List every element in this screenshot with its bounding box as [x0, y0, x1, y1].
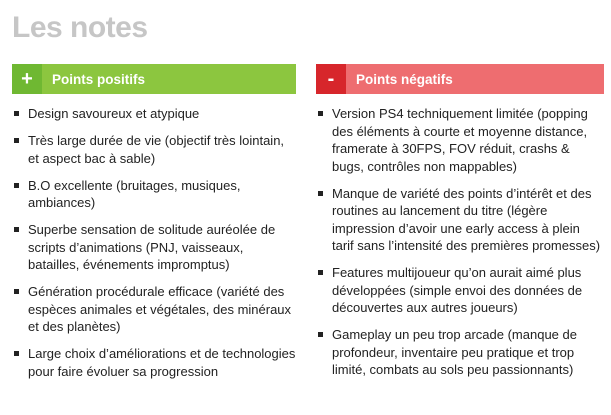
- square-bullet-icon: [318, 111, 323, 116]
- negative-points-section: [316, 64, 604, 388]
- plus-icon: +: [12, 64, 42, 94]
- positive-header-label: Points positifs: [42, 64, 296, 94]
- list-item: [12, 345, 296, 380]
- negative-header-label: Points négatifs: [346, 64, 604, 94]
- positive-header: [12, 64, 296, 94]
- square-bullet-icon: [318, 191, 323, 196]
- list-item: [12, 105, 296, 123]
- square-bullet-icon: [318, 332, 323, 337]
- positive-list: [12, 105, 296, 380]
- list-item: [316, 326, 604, 379]
- minus-icon: -: [316, 64, 346, 94]
- list-item-text: Version PS4 techniquement limitée (popping des éléments à courte et moyenne distance, framerate à 30FPS, FOV réduit, crashs & bugs, contrôles non mappables): [332, 106, 588, 174]
- list-item-text: Features multijoueur qu’on aurait aimé plus développées (simple envoi des données de découvertes aux autres joueurs): [332, 265, 583, 315]
- negative-list: [316, 105, 604, 379]
- square-bullet-icon: [14, 227, 19, 232]
- list-item-text: Manque de variété des points d’intérêt et des routines au lancement du titre (légère impression d’avoir une early access à plein tarif sans l’intensité des premières promesses): [332, 185, 601, 253]
- list-item: [316, 105, 604, 175]
- list-item: [316, 264, 604, 317]
- square-bullet-icon: [14, 183, 19, 188]
- list-item: [316, 185, 604, 255]
- list-item-text: Design savoureux et atypique: [28, 106, 200, 121]
- square-bullet-icon: [14, 111, 19, 116]
- square-bullet-icon: [14, 138, 19, 143]
- list-item-text: Génération procédurale efficace (variété des espèces animales et végétales, des minéraux et des planètes): [28, 284, 292, 334]
- list-item: [12, 221, 296, 274]
- list-item-text: B.O excellente (bruitages, musiques, ambiances): [28, 177, 241, 210]
- page-title: Les notes: [12, 11, 148, 44]
- list-item-text: Large choix d’améliorations et de technologies pour faire évoluer sa progression: [28, 346, 296, 379]
- list-item: [12, 177, 296, 212]
- list-item-text: Très large durée de vie (objectif très lointain, et aspect bac à sable): [28, 133, 285, 166]
- list-item-text: Gameplay un peu trop arcade (manque de profondeur, inventaire peu pratique et trop limité, combats au sols peu passionnants): [332, 327, 577, 377]
- square-bullet-icon: [318, 270, 323, 275]
- square-bullet-icon: [14, 351, 19, 356]
- list-item: [12, 283, 296, 336]
- positive-points-section: [12, 64, 296, 390]
- square-bullet-icon: [14, 289, 19, 294]
- negative-header: [316, 64, 604, 94]
- list-item-text: Superbe sensation de solitude auréolée de scripts d’animations (PNJ, vaisseaux, batailles, événements impromptus): [28, 222, 276, 272]
- list-item: [12, 132, 296, 167]
